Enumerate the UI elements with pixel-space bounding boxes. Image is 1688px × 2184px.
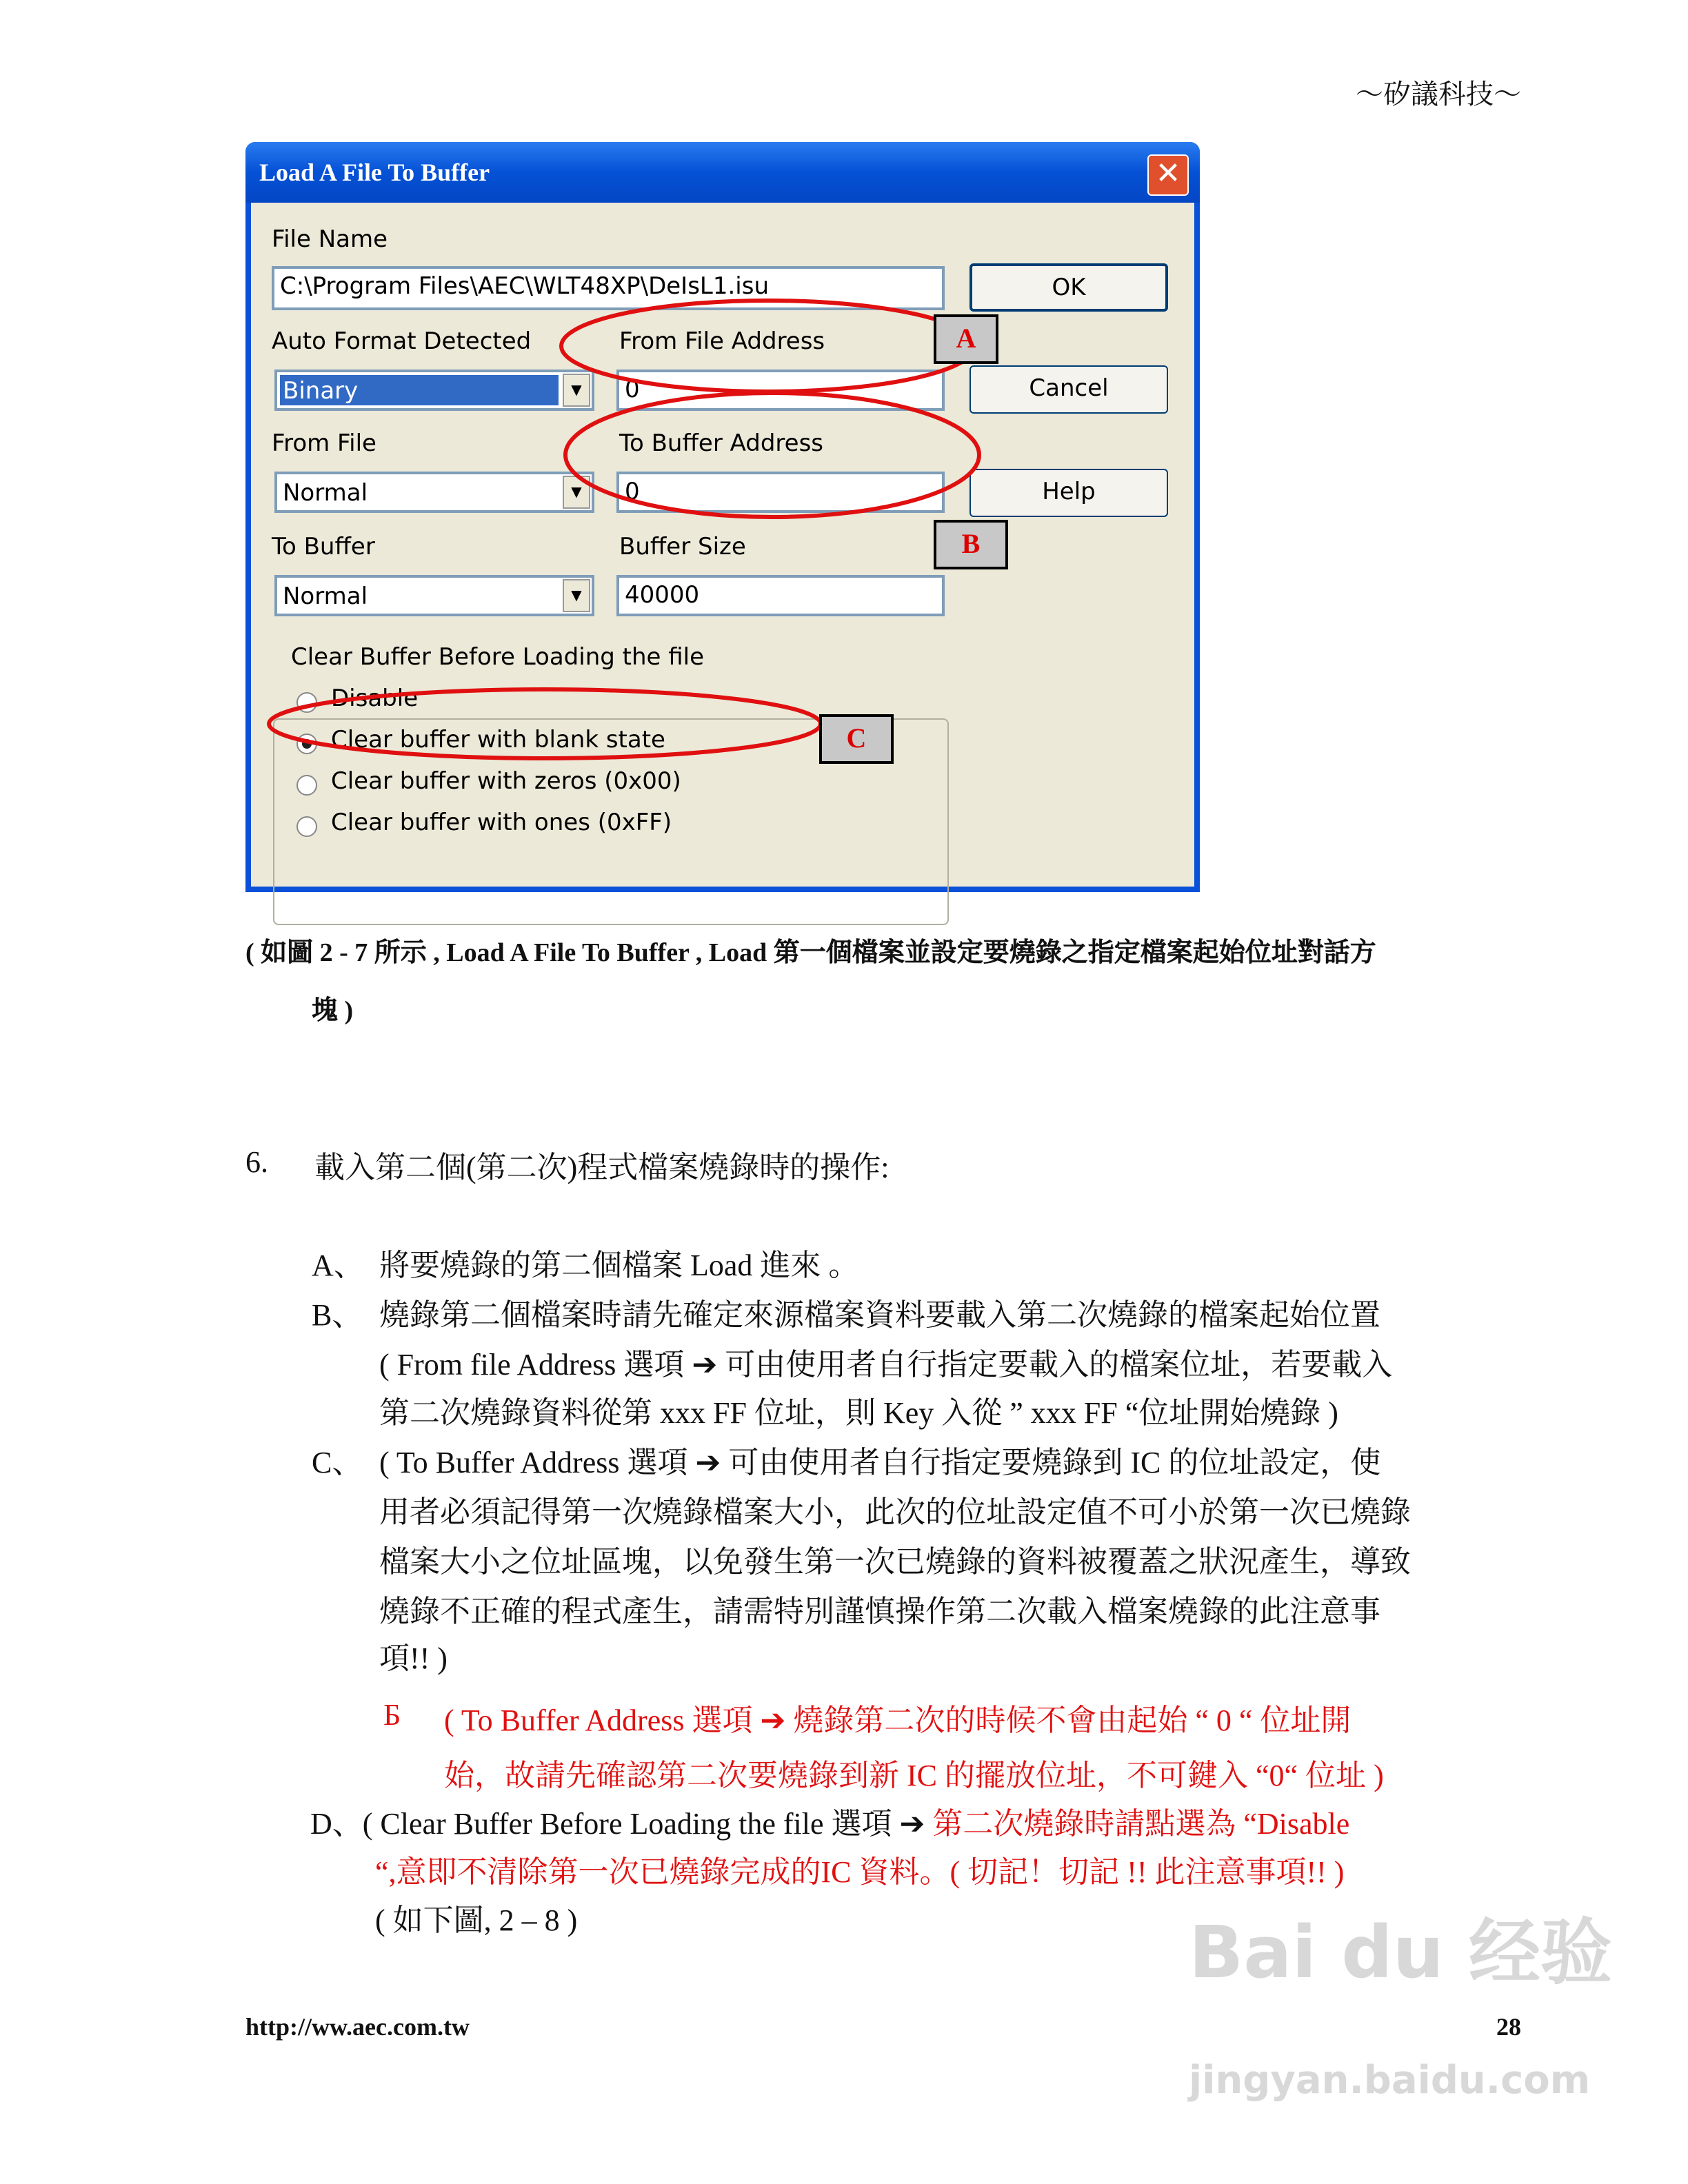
chevron-down-icon[interactable]: ▼: [563, 579, 590, 612]
baidu-watermark: [1189, 1911, 1612, 1996]
annotation-ellipse-b: [565, 393, 979, 517]
item-c-line: 燒錄不正確的程式產生，請需特別謹慎操作第二次載入檔案燒錄的此注意事: [379, 1594, 1381, 1628]
item-d-warning-cont: “,意即不清除第一次已燒錄完成的IC 資料。( 切記！切記 !! 此注意事項!! ): [375, 1854, 1345, 1889]
note-marker: Б: [383, 1697, 401, 1732]
note-line: ( To Buffer Address 選項 ➔ 燒錄第二次的時候不會由起始 “ 0 “ 位址開: [444, 1703, 1352, 1737]
radio-label[interactable]: Clear buffer with zeros (0x00): [331, 768, 681, 796]
watermark-brand: Bai du 经验: [1189, 1912, 1612, 1995]
radio-label[interactable]: Clear buffer with ones (0xFF): [331, 809, 672, 837]
item-a-marker: A、: [312, 1248, 364, 1282]
auto-format-value: Binary: [280, 375, 559, 405]
figure-caption: ( 如圖 2 - 7 所示 , Load A File To Buffer , Load 第一個檔案並設定要燒錄之指定檔案起始位址對話方: [245, 939, 1376, 968]
help-button[interactable]: Help: [969, 469, 1168, 517]
file-name-input[interactable]: C:\Program Files\AEC\WLT48XP\DeIsL1.isu: [272, 266, 945, 310]
item-d-line: [310, 1801, 1349, 1843]
item-c-marker: C、: [312, 1445, 363, 1479]
figure-caption-cont: 塊 ): [312, 997, 354, 1026]
item-b-line: ( From file Address 選項 ➔ 可由使用者自行指定要載入的檔案位址，若要載入: [379, 1347, 1393, 1382]
auto-format-label: Auto Format Detected: [272, 328, 532, 356]
from-file-address-label: From File Address: [619, 328, 825, 356]
annotation-ellipse-c: [269, 689, 821, 758]
annotation-tag-c: C: [819, 714, 894, 764]
from-file-address-input[interactable]: 0: [616, 370, 945, 411]
item-c-line: 檔案大小之位址區塊，以免發生第一次已燒錄的資料被覆蓋之狀況產生，導致: [379, 1544, 1411, 1579]
annotation-ellipse-a: [561, 301, 975, 392]
file-name-label: File Name: [272, 226, 388, 254]
item-c-line: 項!! ): [379, 1641, 448, 1675]
to-buffer-label: To Buffer: [272, 534, 375, 561]
buffer-size-input[interactable]: 40000: [616, 575, 945, 616]
to-buffer-value: Normal: [283, 583, 368, 611]
item-c-line: ( To Buffer Address 選項 ➔ 可由使用者自行指定要燒錄到 IC 的位址設定，使: [379, 1445, 1381, 1479]
item-b-line: 第二次燒錄資料從第 xxx FF 位址，則 Key 入從 ” xxx FF “位址開始燒錄 ): [379, 1395, 1338, 1430]
annotation-tag-a: A: [934, 314, 998, 364]
watermark-site: jingyan.baidu.com: [1189, 2057, 1591, 2103]
close-icon: ✕: [1155, 157, 1181, 192]
radio-label[interactable]: Disable: [331, 685, 419, 713]
section-title: 載入第二個(第二次)程式檔案燒錄時的操作:: [314, 1150, 890, 1184]
clear-buffer-group-label: Clear Buffer Before Loading the file: [287, 644, 708, 671]
chevron-down-icon[interactable]: ▼: [563, 476, 590, 509]
from-file-value: Normal: [283, 480, 368, 507]
buffer-size-label: Buffer Size: [619, 534, 746, 561]
figure-reference: ( 如下圖, 2 – 8 ): [375, 1903, 578, 1937]
annotation-ellipses: [0, 0, 1688, 965]
radio-label[interactable]: Clear buffer with blank state: [331, 727, 665, 754]
chevron-down-icon[interactable]: ▼: [563, 374, 590, 407]
section-number: 6.: [245, 1144, 268, 1179]
item-b-line: 燒錄第二個檔案時請先確定來源檔案資料要載入第二次燒錄的檔案起始位置: [379, 1297, 1381, 1332]
company-header: ～矽議科技～: [1356, 80, 1521, 110]
item-d-marker: D、: [310, 1806, 363, 1841]
annotation-tag-b: B: [934, 520, 1008, 569]
footer-url[interactable]: http://ww.aec.com.tw: [245, 2013, 470, 2041]
item-d-warning: 第二次燒錄時請點選為 “Disable: [932, 1806, 1350, 1841]
item-c-line: 用者必須記得第一次燒錄檔案大小，此次的位址設定值不可小於第一次已燒錄: [379, 1495, 1411, 1529]
item-b-marker: B、: [312, 1297, 363, 1332]
page-number: 28: [1496, 2013, 1521, 2041]
note-line: 始，故請先確認第二次要燒錄到新 IC 的擺放位址，不可鍵入 “0“ 位址 ): [444, 1758, 1384, 1792]
to-buffer-address-label: To Buffer Address: [619, 430, 824, 458]
dialog-title: Load A File To Buffer: [259, 159, 490, 186]
item-a-text: 將要燒錄的第二個檔案 Load 進來 。: [379, 1248, 859, 1282]
to-buffer-address-input[interactable]: 0: [616, 472, 945, 513]
item-d-text: ( Clear Buffer Before Loading the file 選項 ➔: [362, 1806, 933, 1841]
ok-button[interactable]: OK: [969, 263, 1168, 312]
from-file-label: From File: [272, 430, 376, 458]
cancel-button[interactable]: Cancel: [969, 365, 1168, 414]
